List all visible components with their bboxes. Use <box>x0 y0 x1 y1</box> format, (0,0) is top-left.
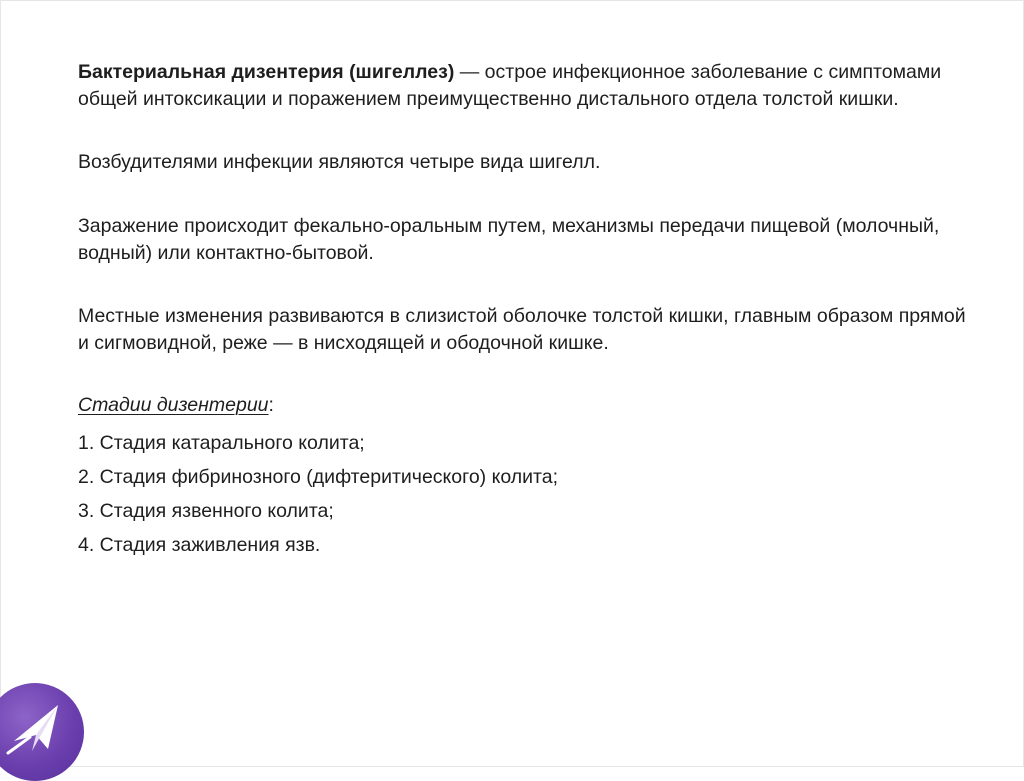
stage-item-4: 4. Стадия заживления язв. <box>78 534 321 556</box>
local-changes-paragraph: Местные изменения развиваются в слизистой оболочке толстой кишки, главным образом прямой и сигмовидной, реже — в нисходящей и ободочной кишке. <box>78 305 966 354</box>
slide-content <box>78 59 978 562</box>
stage-item-1: 1. Стадия катарального колита; <box>78 432 365 454</box>
stage-item-3: 3. Стадия язвенного колита; <box>78 500 334 522</box>
stages-title-colon: : <box>268 394 274 416</box>
site-logo <box>0 683 84 781</box>
pathogens-paragraph: Возбудителями инфекции являются четыре вида шигелл. <box>78 151 601 173</box>
stages-list <box>78 426 978 562</box>
definition-paragraph <box>78 59 978 113</box>
stages-title: Стадии дизентерии <box>78 394 269 416</box>
stages-heading <box>78 395 978 415</box>
stage-item-2: 2. Стадия фибринозного (дифтеритического) колита; <box>78 466 559 488</box>
definition-text: — острое инфекционное заболевание с симптомами общей интоксикации и поражением преимущественно дистального отдела толстой кишки. <box>78 61 942 110</box>
paper-plane-icon <box>0 683 84 767</box>
stages-block <box>78 395 978 562</box>
disease-term: Бактериальная дизентерия (шигеллез) <box>78 61 455 83</box>
transmission-paragraph: Заражение происходит фекально-оральным путем, механизмы передачи пищевой (молочный, водный) или контактно-бытовой. <box>78 215 940 264</box>
